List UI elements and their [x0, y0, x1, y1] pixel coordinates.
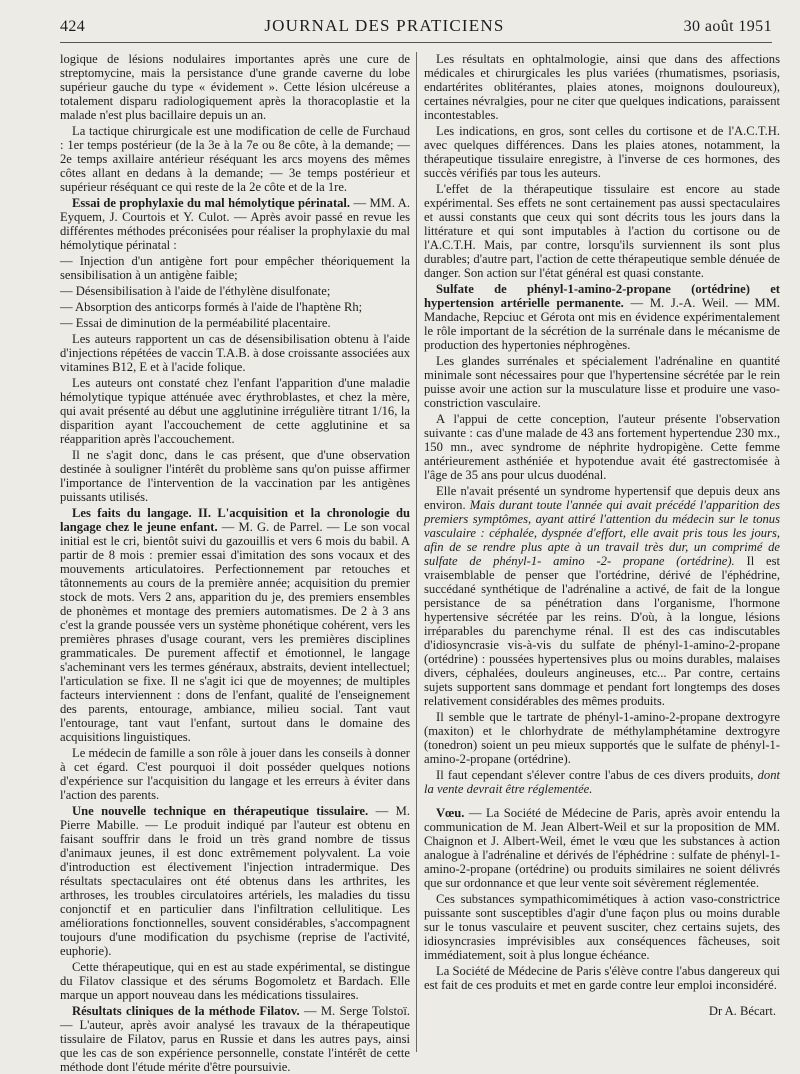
list-item: — Essai de diminution de la perméabilité placentaire.: [60, 316, 331, 330]
running-header: [60, 16, 772, 40]
paragraph: Les glandes surrénales et spécialement l'adrénaline en quantité minimale sont nécessaires pour que l'hypertensine sécrétée par le rein puisse avoir une action sur la musculature lisse et produire une vaso-constriction vasculaire.: [424, 354, 780, 410]
paragraph: Les résultats en ophtalmologie, ainsi que dans des affections médicales et chirurgicales les plus variées (rhumatismes, psoriasis, endartérites oblitérantes, plaies atones, moignons douloureux), certaines névralgies, pour ne citer que quelques indications, paraissent incontestables.: [424, 52, 780, 122]
paragraph: La Société de Médecine de Paris s'élève contre l'abus dangereux qui est fait de ces produits et met en garde contre leur emploi inconsidéré.: [424, 964, 780, 992]
section-heading: Essai de prophylaxie du mal hémolytique périnatal.: [72, 196, 351, 210]
section-text: — M. J.-A. Weil. — MM. Mandache, Repciuc et Gérota ont mis en évidence expérimentalement le rôle important de la sécrétion de la surrénale dans le mécanisme de production des hypertonies néphrogènes.: [424, 296, 780, 352]
section-heading: Les faits du langage. II. L'acquisition et la chronologie du langage chez le jeune enfant.: [60, 506, 410, 534]
section-therapeutique-tissulaire: [60, 804, 410, 958]
journal-title: JOURNAL DES PRATICIENS: [264, 16, 505, 35]
list-item: — Désensibilisation à l'aide de l'éthylène disulfonate;: [60, 284, 331, 298]
paragraph: A l'appui de cette conception, l'auteur présente l'observation suivante : cas d'une malade de 43 ans fortement hypertendue 230 mx., 150 mn., avec syndrome de néphrite hydropigène. Cette femme antérieurement asthéniée et hypotendue avait été gastrectomisée à l'âge de 35 ans pour ulcus duodénal.: [424, 412, 780, 482]
section-text: — M. Pierre Mabille. — Le produit indiqué par l'auteur est obtenu en faisant souffrir dans le froid un très grand nombre de tissus d'animaux jeunes, il est donc extrêmement polyvalent. La voie d'introduction est électivement l'injection intradermique. Des résultats spectaculaires ont été obtenus dans les arthrites, les arthroses, les troubles circulatoires artériels, les maladies du tissu conjonctif et en particulier dans l'infiltration cellulitique. Les améliorations fonctionnelles, souvent considérables, s'accompagnent toujours d'une modification du psychisme (reprise de l'activité, euphorie).: [60, 804, 410, 958]
section-langage: [60, 506, 410, 744]
paragraph: Il semble que le tartrate de phényl-1-amino-2-propane dextrogyre (maxiton) et le chlorhydrate de méthylamphétamine dextrogyre (tonedron) soient un peu mieux supportés que le sulfate de phényl-1-amino-2-propane (ortédrine).: [424, 710, 780, 766]
section-text: — M. G. de Parrel. — Le son vocal initial est le cri, bientôt suivi du gazouillis et vers 6 mois du babil. A partir de 8 mois : premier essai d'imitation des sons vocaux et des mouvements articulatoires. Perfectionnement par retouches et tâtonnements au cours de la première année; acquisition du premier stock de mots. Vers 2 ans, apparition du je, des premiers ensembles de phonèmes et montage des premiers automatismes. De 2 à 3 ans c'est la grande poussée vers un système phonétique cohérent, vers les premières phrases d'usage courant, vers les premières disciplines grammaticales. De purement affectif et émotionnel, le langage s'acheminant vers les termes généraux, abstraits, devient intellectuel; l'articulation se fixe. Il ne s'agit ici que de moyennes; de multiples facteurs interviennent : dons de l'enfant, qualité de l'enseignement des parents, entourage, ambiance, milieu social. Tant vaut l'entourage, tant vaut l'enfant, surtout dans le domaine des acquisitions linguistiques.: [60, 520, 410, 744]
paragraph: Les indications, en gros, sont celles du cortisone et de l'A.C.T.H. avec quelques différences. Dans les plaies atones, notamment, la thérapeutique tissulaire enregistre, à l'inverse de ces hormones, des succès vérifiés par tous les auteurs.: [424, 124, 780, 180]
paragraph: Cette thérapeutique, qui en est au stade expérimental, se distingue du Filatov classique et des sérums Bogomoletz et Bardach. Elle marque un apport nouveau dans les médications tissulaires.: [60, 960, 410, 1002]
signature: Dr A. Bécart.: [708, 1004, 776, 1018]
section-heading: Vœu.: [436, 806, 465, 820]
header-rule: [60, 42, 772, 43]
text-run: Elle n'avait présenté un syndrome hypertensif que depuis deux ans environ.: [424, 484, 780, 512]
paragraph: Le médecin de famille a son rôle à jouer dans les conseils à donner à cet égard. C'est pourquoi il doit posséder quelques notions d'expérience sur l'acquisition du langage et les erreurs à éviter dans l'action des parents.: [60, 746, 410, 802]
paragraph: [424, 484, 780, 708]
section-filatov: [60, 1004, 410, 1074]
section-ortedrine: [424, 282, 780, 352]
paragraph: Les auteurs ont constaté chez l'enfant l'apparition d'une maladie hémolytique typique atténuée avec érythroblastes, et chez la mère, qui avait présenté au début une agglutinine irrégulière titrant 1/16, la disparition ayant l'accouchement de cette agglutinine et sa réapparition après l'accouchement.: [60, 376, 410, 446]
text-run: Il faut cependant s'élever contre l'abus de ces divers produits,: [436, 768, 758, 782]
column-divider: [416, 52, 417, 1052]
page-number: 424: [60, 18, 86, 35]
list-item: — Injection d'un antigène fort pour empêcher théoriquement la sensibilisation à un antigène faible;: [60, 254, 410, 282]
paragraph: Il ne s'agit donc, dans le cas présent, que d'une observation destinée à souligner l'intérêt du problème sans qu'on puisse affirmer l'importance de l'intervention de la vaccination par les antigènes puissants utilisés.: [60, 448, 410, 504]
section-voeu: [424, 806, 780, 890]
section-heading: Une nouvelle technique en thérapeutique tissulaire.: [72, 804, 369, 818]
section-text: — La Société de Médecine de Paris, après avoir entendu la communication de M. Jean Albert-Weil et sur la proposition de MM. Chaignon et J. Albert-Weil, émet le vœu que les substances à action analogue à l'adrénaline et dérivés de l'éphédrine : sulfate de phényl-1-amino-2-propane (ortédrine) ou produits similaires ne soient délivrés que sur ordonnance et que leur vente soit sévèrement réglementée.: [424, 806, 780, 890]
section-heading: Sulfate de phényl-1-amino-2-propane (ortédrine) et hypertension artérielle permanente.: [424, 282, 780, 310]
text-run: Il est vraisemblable de penser que l'ortédrine, dérivé de l'éphédrine, succédané synthétique de l'adrénaline a activé, de fait de la longue persistance de sa pénétration dans l'organisme, l'hormone hypertensive sécrétée par les reins. D'où, à la longue, lésions irréparables du parenchyme rénal. Il est des cas indiscutables d'idiosyncrasie vis-à-vis du sulfate de phényl-1-amino-2-propane (ortédrine) : poussées hypertensives plus ou moins durables, malaises divers, céphalées, douleurs angineuses, etc... Par contre, certains sujets supportent sans dommage et pendant fort longtemps des doses relativement considérables des mêmes produits.: [424, 554, 780, 708]
paragraph: Les auteurs rapportent un cas de désensibilisation obtenu à l'aide d'injections répétées de vaccin T.A.B. à dose croissante associées aux vitamines B12, E et à l'acide folique.: [60, 332, 410, 374]
issue-date: 30 août 1951: [683, 18, 772, 35]
right-column: [424, 52, 780, 1060]
italic-run: dont la vente devrait être réglementée.: [424, 768, 780, 796]
paragraph: L'effet de la thérapeutique tissulaire est encore au stade expérimental. Ses effets ne sont certainement pas aussi spectaculaires et aussi constants que ceux qui sont décrits tous les jours dans la littérature et qui sont imputables à l'action du cortisone ou de l'A.C.T.H. Mais, par contre, lorsqu'ils surviennent ils sont plus durables; d'autre part, l'action de cette thérapeutique semble dénuée de danger. Son action sur l'état général est quasi constante.: [424, 182, 780, 280]
italic-run: Mais durant toute l'année qui avait précédé l'apparition des premiers symptômes, ayant attiré l'attention du médecin sur le tonus vasculaire : céphalée, dyspnée d'effort, elle avait pris tous les jours, afin de se rendre plus apte à un travail très dur, un comprimé de sulfate de phényl-1- amino -2- propane (ortédrine).: [424, 498, 780, 568]
paragraph: logique de lésions nodulaires importantes après une cure de streptomycine, mais la persistance d'une grande caverne du lobe supérieur gauche du type « évidement ». Cette lésion ulcéreuse a totalement disparu radiologiquement après la thoracoplastie et la malade n'est plus bacillaire depuis un an.: [60, 52, 410, 122]
left-column: [60, 52, 410, 1074]
list-item: — Absorption des anticorps formés à l'aide de l'haptène Rh;: [60, 300, 363, 314]
section-text: — M. Serge Tolstoï. — L'auteur, après avoir analysé les travaux de la thérapeutique tissulaire de Filatov, parus en Russie et dans les autres pays, ainsi que les cas de son expérience personnelle, constate l'intérêt de cette méthode dont l'étude mérite d'être poursuivie.: [60, 1004, 410, 1074]
section-heading: Résultats cliniques de la méthode Filatov.: [72, 1004, 300, 1018]
paragraph: [424, 768, 780, 796]
paragraph: Ces substances sympathicomimétiques à action vaso-constrictrice puissante sont susceptibles d'agir d'une façon plus ou moins durable sur le tonus vasculaire et peuvent susciter, chez certains sujets, des idiosyncrasies imprévisibles aux conséquences fâcheuses, soit immédiatement, soit à plus longue échéance.: [424, 892, 780, 962]
section-text: — MM. A. Eyquem, J. Courtois et Y. Culot. — Après avoir passé en revue les différentes méthodes préconisées pour réaliser la prophylaxie du mal hémolytique périnatal :: [60, 196, 410, 252]
section-prophylaxie: [60, 196, 410, 252]
paragraph: La tactique chirurgicale est une modification de celle de Furchaud : 1er temps postérieur (de la 3e à la 7e ou 8e côte, à la demande; — 2e temps axillaire antérieur réséquant les arcs moyens des mêmes côtes allant en dedans à la demande; — 3e temps postérieur et supérieur réséquant ce qui reste de la 2e côte et de la 1re.: [60, 124, 410, 194]
